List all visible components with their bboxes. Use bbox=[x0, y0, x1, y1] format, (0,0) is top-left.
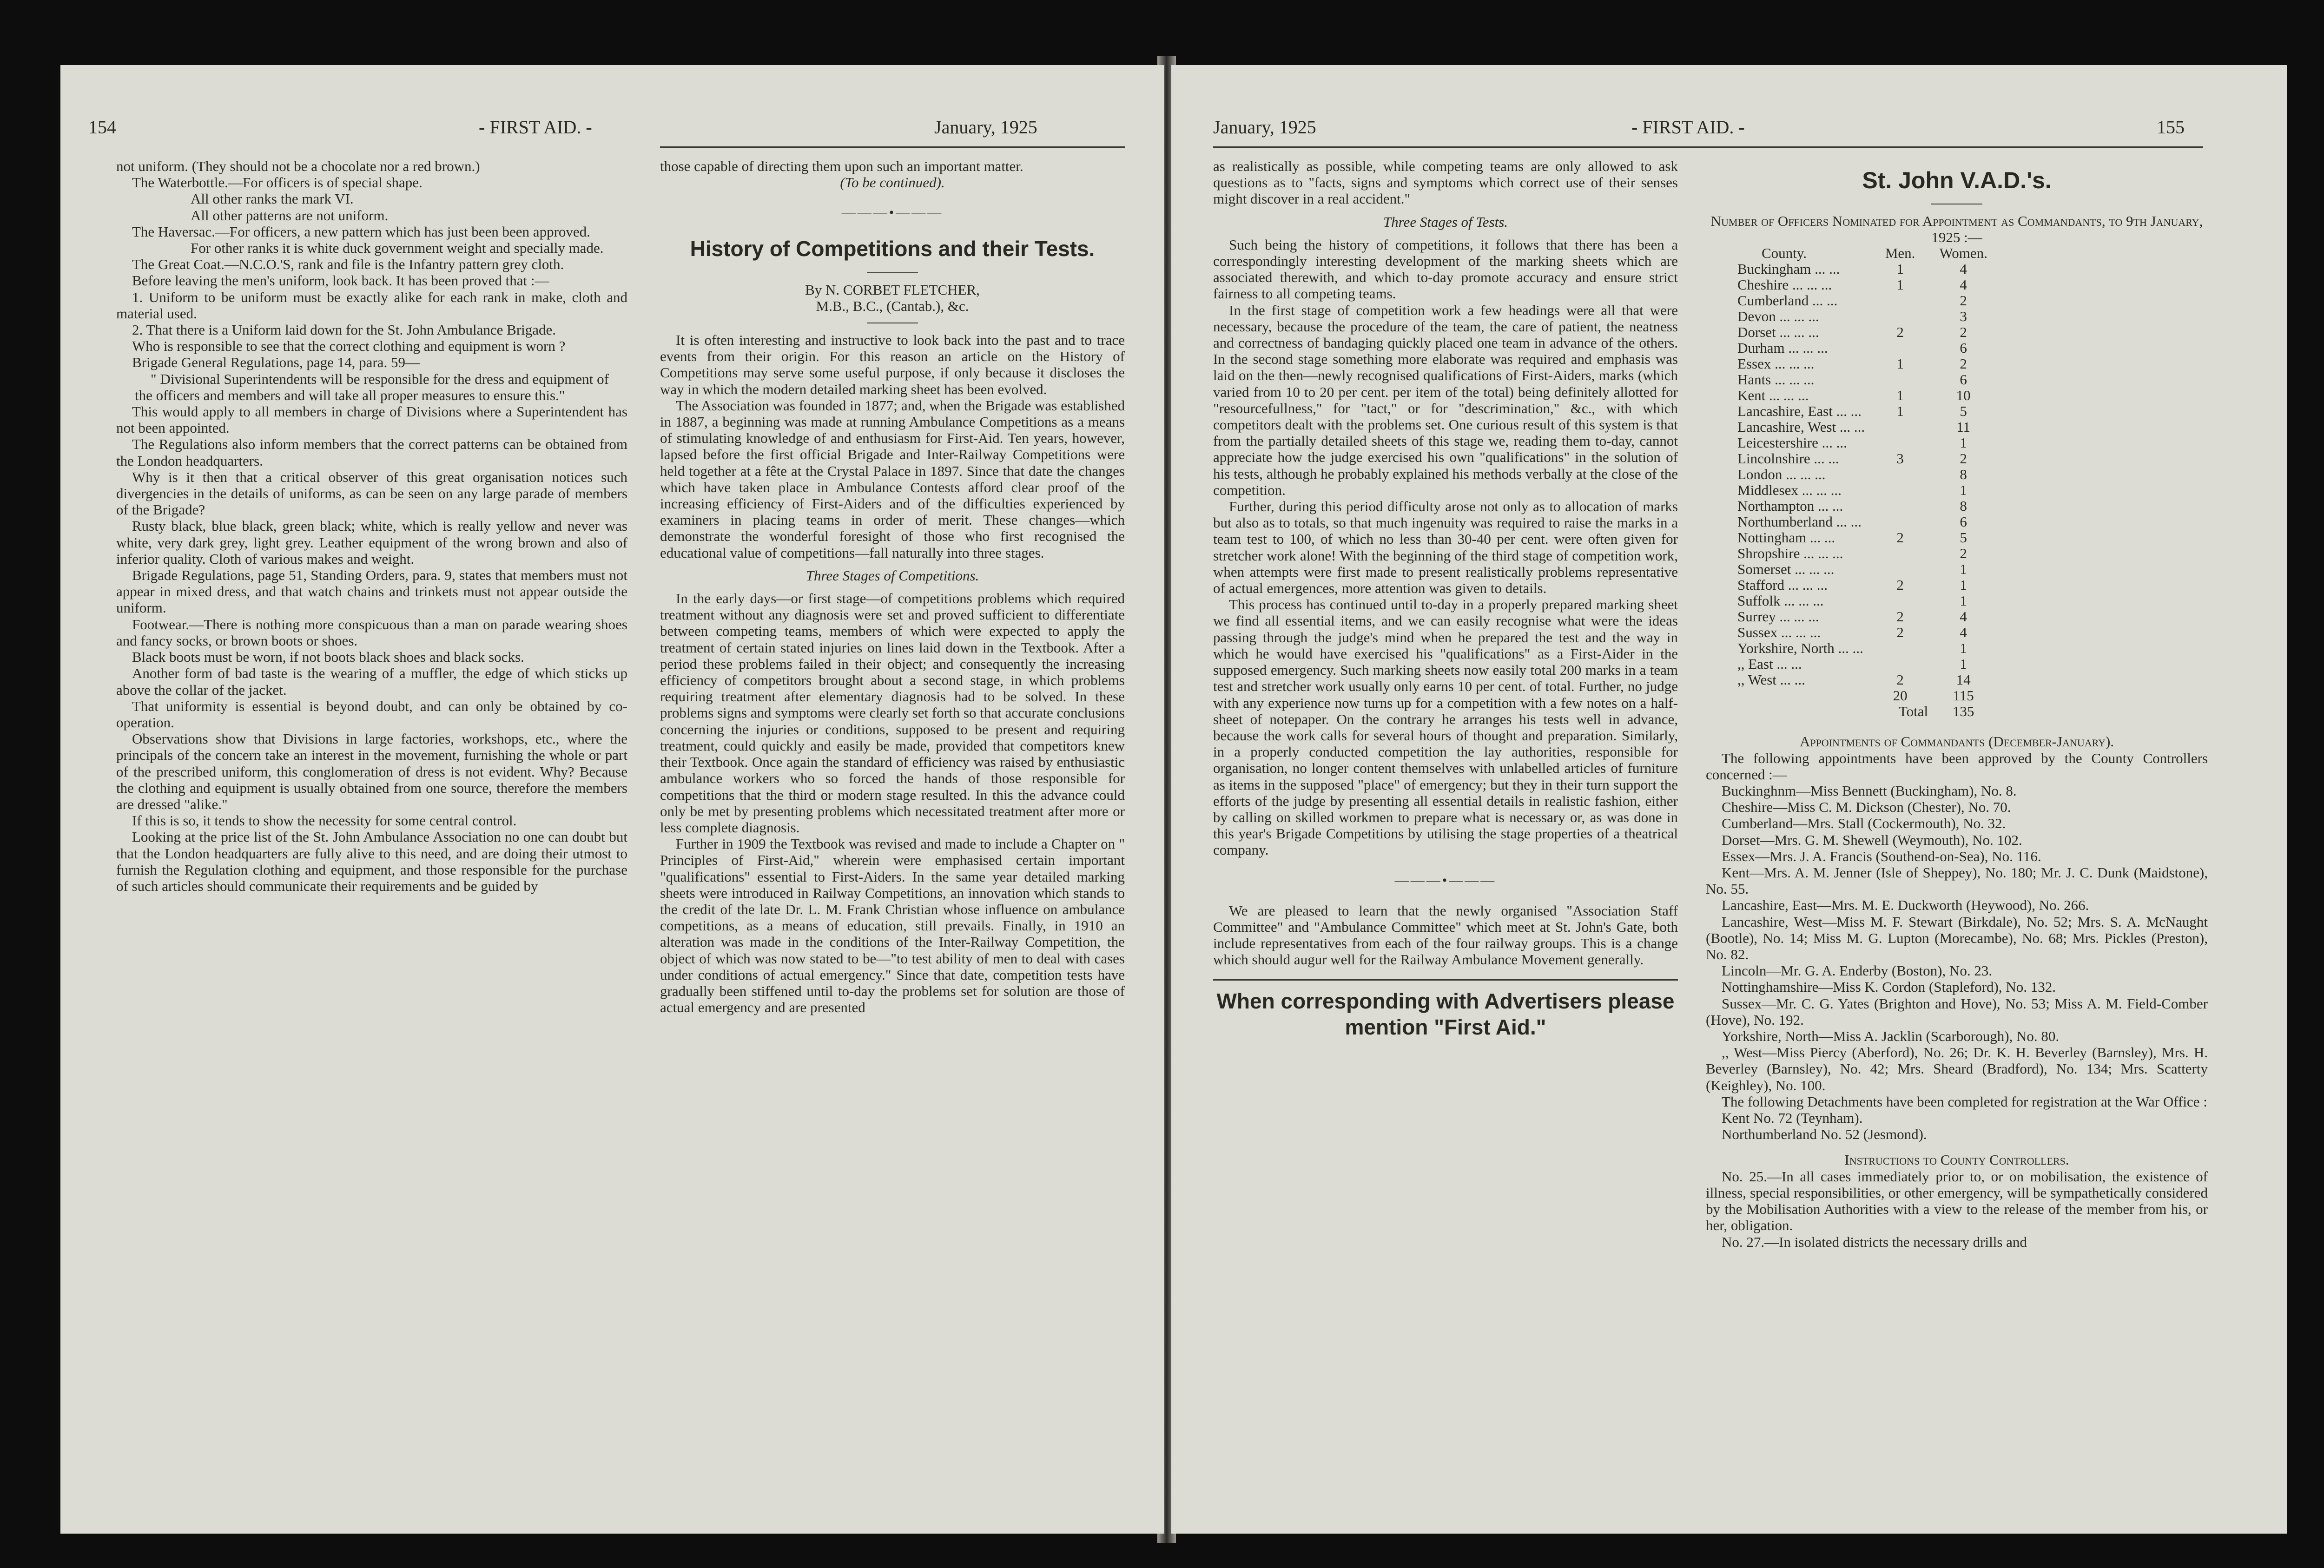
women-cell: 2 bbox=[1960, 324, 1967, 341]
instructions-heading: Instructions to County Controllers. bbox=[1844, 1152, 2069, 1168]
women-cell: 5 bbox=[1960, 529, 1967, 546]
county-cell: Kent ... ... ... bbox=[1737, 387, 1809, 404]
women-cell: 1 bbox=[1960, 593, 1967, 609]
header-rule bbox=[660, 146, 1125, 148]
table-row bbox=[1734, 482, 1995, 498]
page-number: 155 bbox=[2157, 117, 2185, 138]
appointment-entry: Lancashire, East—Mrs. M. E. Duckworth (Heywood), No. 266. bbox=[1722, 897, 2089, 914]
county-cell: London ... ... ... bbox=[1737, 466, 1826, 483]
women-cell: 11 bbox=[1956, 419, 1971, 435]
table-row bbox=[1734, 324, 1995, 340]
county-cell: Cumberland ... ... bbox=[1737, 292, 1838, 309]
appointment-entry: Kent—Mrs. A. M. Jenner (Isle of Sheppey), No. 180; Mr. J. C. Dunk (Maidstone), No. 55. bbox=[1706, 864, 2208, 897]
table-row bbox=[1734, 356, 1995, 372]
paragraph: Rusty black, blue black, green black; white, which is really yellow and never was white, very dark grey, light grey. Leather equipment of the wrong brown and also of inferior quality. Cloth of various makes and weight. bbox=[116, 518, 627, 567]
paragraph: This would apply to all members in charge of Divisions where a Superintendent has not been appointed. bbox=[116, 403, 627, 436]
appointment-entry: Cheshire—Miss C. M. Dickson (Chester), No. 70. bbox=[1722, 799, 2011, 816]
table-row bbox=[1734, 467, 1995, 482]
men-cell: 2 bbox=[1896, 529, 1904, 546]
county-cell bbox=[1734, 688, 1868, 704]
paragraph: Such being the history of competitions, it follows that there has been a correspondingly interesting development of the marking sheets which are associated therewith, and which to-day promote accuracy and ensure strict fairness to all competing teams. bbox=[1213, 236, 1678, 302]
paragraph: All other patterns are not uniform. bbox=[191, 207, 389, 224]
men-cell: 1 bbox=[1896, 387, 1904, 404]
paragraph: Looking at the price list of the St. John Ambulance Association no one can doubt but that the London headquarters are fully alive to this need, and are doing their utmost to furnish the Regulation clothing and equipment, and those responsible for the purchase of such articles should communicate their requirements and be guided by bbox=[116, 829, 627, 894]
county-cell: Somerset ... ... ... bbox=[1737, 561, 1835, 578]
paragraph: Observations show that Divisions in large factories, workshops, etc., where the principals of the concern take an interest in the movement, furnishing the whole or part of the prescribed uniform, this conglomeration of dress is not evident. Why? Because the clothing and equipment is usually obtained from one source, therefore the members are dressed "alike." bbox=[116, 731, 627, 812]
men-cell: 1 bbox=[1896, 277, 1904, 293]
appointments-list bbox=[1706, 750, 2208, 1143]
table-row bbox=[1734, 672, 1995, 688]
men-cell bbox=[1868, 561, 1932, 577]
appointment-entry: Yorkshire, North—Miss A. Jacklin (Scarborough), No. 80. bbox=[1722, 1028, 2060, 1045]
men-cell bbox=[1868, 482, 1932, 498]
county-cell: Lancashire, West ... ... bbox=[1737, 419, 1865, 435]
county-cell: Durham ... ... ... bbox=[1737, 340, 1828, 356]
women-cell: 6 bbox=[1960, 371, 1967, 388]
article-title: History of Competitions and their Tests. bbox=[690, 236, 1095, 261]
men-cell bbox=[1868, 514, 1932, 530]
appointment-entry: Essex—Mrs. J. A. Francis (Southend-on-Sea), No. 116. bbox=[1722, 848, 2041, 864]
paragraph: No. 27.—In isolated districts the necessary drills and bbox=[1722, 1233, 2027, 1250]
appointment-entry: The following appointments have been approved by the County Controllers concerned :— bbox=[1706, 750, 2208, 783]
women-cell: 6 bbox=[1960, 514, 1967, 530]
running-date: January, 1925 bbox=[934, 117, 1037, 138]
county-cell: Surrey ... ... ... bbox=[1737, 608, 1819, 625]
byline-credentials: M.B., B.C., (Cantab.), &c. bbox=[816, 297, 969, 314]
paragraph: The Regulations also inform members that the correct patterns can be obtained from the London headquarters. bbox=[116, 436, 627, 469]
paragraph: those capable of directing them upon such an important matter. bbox=[660, 158, 1023, 174]
table-header-row bbox=[1734, 245, 1995, 261]
paragraph: The Great Coat.—N.C.O.'S, rank and file is the Infantry pattern grey cloth. bbox=[132, 256, 564, 273]
men-cell: 3 bbox=[1896, 450, 1904, 467]
right-page bbox=[1171, 65, 2287, 1534]
appointment-entry: ,, West—Miss Piercy (Aberford), No. 26; Dr. K. H. Beverley (Barnsley), Mrs. H. Beverley (Barnsley), No. 42; Mrs. Sheard (Bradford), No. 134; Mrs. Scatterty (Keighley), No. 100. bbox=[1706, 1044, 2208, 1094]
paragraph: not uniform. (They should not be a chocolate nor a red brown.) bbox=[116, 158, 480, 174]
women-cell: 4 bbox=[1960, 261, 1967, 277]
table-row bbox=[1734, 403, 1995, 419]
appointments-heading: Appointments of Commandants (December-January). bbox=[1799, 733, 2114, 750]
county-cell: ,, West ... ... bbox=[1737, 672, 1805, 688]
women-cell: 4 bbox=[1960, 608, 1967, 625]
table-row bbox=[1734, 609, 1995, 625]
men-cell bbox=[1868, 419, 1932, 435]
men-cell bbox=[1868, 593, 1932, 609]
appointment-entry: Nottinghamshire—Miss K. Cordon (Stapleford), No. 132. bbox=[1722, 979, 2056, 995]
header-rule bbox=[1213, 146, 2203, 148]
county-cell: Middlesex ... ... ... bbox=[1737, 482, 1842, 499]
men-cell: 2 bbox=[1896, 608, 1904, 625]
men-cell: 2 bbox=[1896, 672, 1904, 688]
county-cell: Devon ... ... ... bbox=[1737, 308, 1819, 325]
appointment-entry: Lancashire, West—Miss M. F. Stewart (Birkdale), No. 52; Mrs. S. A. McNaught (Bootle), No. 14; Miss M. G. Lupton (Morecambe), No. 68; Mrs. Pickles (Preston), No. 82. bbox=[1706, 913, 2208, 963]
left-column-2 bbox=[660, 158, 1125, 1496]
table-row bbox=[1734, 435, 1995, 451]
paragraph: The Waterbottle.—For officers is of special shape. bbox=[132, 174, 423, 191]
men-cell: 1 bbox=[1896, 356, 1904, 372]
men-cell bbox=[1868, 293, 1932, 309]
table-row bbox=[1734, 656, 1995, 672]
table-row bbox=[1734, 577, 1995, 593]
men-cell: 2 bbox=[1896, 324, 1904, 341]
paragraph: Another form of bad taste is the wearing of a muffler, the edge of which sticks up above the collar of the jacket. bbox=[116, 665, 627, 698]
table-row bbox=[1734, 640, 1995, 656]
appointment-entry: Buckinghnm—Miss Bennett (Buckingham), No. 8. bbox=[1722, 783, 2017, 799]
table-row bbox=[1734, 514, 1995, 530]
paragraph: If this is so, it tends to show the necessity for some central control. bbox=[132, 812, 517, 829]
table-row bbox=[1734, 561, 1995, 577]
county-cell: Buckingham ... ... bbox=[1737, 261, 1840, 277]
running-date: January, 1925 bbox=[1213, 117, 1316, 138]
total-row bbox=[1734, 704, 1995, 719]
county-cell: Shropshire ... ... ... bbox=[1737, 545, 1843, 562]
women-cell: 1 bbox=[1960, 435, 1967, 451]
total-value: 135 bbox=[1952, 703, 1974, 720]
appointment-entry: Northumberland No. 52 (Jesmond). bbox=[1722, 1126, 1927, 1143]
men-cell: 1 bbox=[1896, 403, 1904, 420]
women-cell: 1 bbox=[1960, 656, 1967, 672]
men-cell bbox=[1868, 435, 1932, 451]
table-row bbox=[1734, 419, 1995, 435]
ornament-divider: ———•——— bbox=[1394, 872, 1497, 888]
paragraph: Further, during this period difficulty arose not only as to allocation of marks but also as to totals, so that much ingenuity was required to raise the marks in a team test to 100, of which no less than 30-40 per cent. were often given for stretcher work alone! With the beginning of the third stage of competition work, when attempts were first made to present realistically problems representative of actual emergences, more attention was given to details. bbox=[1213, 498, 1678, 597]
table-row bbox=[1734, 372, 1995, 388]
notice-paragraph: We are pleased to learn that the newly organised "Association Staff Committee" and "Ambulance Committee" which meet at St. John's Gate, both include representatives from each of the four railway groups. This is a change which should augur well for the Railway Ambulance Movement generally. bbox=[1213, 902, 1678, 968]
women-cell: 14 bbox=[1956, 672, 1971, 688]
table-row bbox=[1734, 530, 1995, 546]
men-cell: 1 bbox=[1896, 261, 1904, 277]
men-cell bbox=[1868, 372, 1932, 388]
table-row bbox=[1734, 451, 1995, 467]
men-cell bbox=[1868, 498, 1932, 514]
county-cell: Sussex ... ... ... bbox=[1737, 624, 1821, 641]
appointment-entry: Dorset—Mrs. G. M. Shewell (Weymouth), No. 102. bbox=[1722, 831, 2022, 848]
running-title: - FIRST AID. - bbox=[479, 117, 592, 138]
column-header: Women. bbox=[1939, 245, 1987, 262]
paragraph: No. 25.—In all cases immediately prior to, or on mobilisation, the existence of illness, special responsibilities, or other emergency, will be sympathetically considered by the Mobilisation Authorities with a view to the release of the member from his, or her, obligation. bbox=[1706, 1168, 2208, 1234]
paragraph: For other ranks it is white duck government weight and specially made. bbox=[191, 240, 604, 257]
women-cell: 6 bbox=[1960, 340, 1967, 356]
vad-intro: Number of Officers Nominated for Appointment as Commandants, to 9th January, 1925 :— bbox=[1710, 213, 2203, 246]
paragraph: Brigade General Regulations, page 14, para. 59— bbox=[132, 354, 420, 371]
vad-title: St. John V.A.D.'s. bbox=[1862, 167, 2052, 193]
table-row bbox=[1734, 277, 1995, 293]
men-cell: 2 bbox=[1896, 624, 1904, 641]
running-title: - FIRST AID. - bbox=[1631, 117, 1745, 138]
paragraph: That uniformity is essential is beyond doubt, and can only be obtained by co-operation. bbox=[116, 698, 627, 731]
paragraph: Why is it then that a critical observer of this great organisation notices such divergencies in the details of uniforms, as can be seen on any large parade of members of the Brigade? bbox=[116, 468, 627, 518]
appointment-entry: Sussex—Mr. C. G. Yates (Brighton and Hove), No. 53; Miss A. M. Field-Comber (Hove), No. 192. bbox=[1706, 995, 2208, 1028]
county-cell: ,, East ... ... bbox=[1737, 656, 1802, 672]
table-row bbox=[1734, 546, 1995, 561]
county-cell: Yorkshire, North ... ... bbox=[1737, 640, 1863, 657]
paragraph: Who is responsible to see that the correct clothing and equipment is worn ? bbox=[132, 338, 566, 355]
paragraph: It is often interesting and instructive to look back into the past and to trace events from their origin. For this reason an article on the History of Competitions may serve some useful purpose, if only because it discloses the way in which the modern detailed marking sheet has been evolved. bbox=[660, 332, 1125, 397]
county-cell: Lancashire, East ... ... bbox=[1737, 403, 1862, 420]
paragraph: 1. Uniform to be uniform must be exactly alike for each rank in make, cloth and material used. bbox=[116, 289, 627, 322]
paragraph: In the early days—or first stage—of competitions problems which required treatment without any diagnosis were set and proved sufficient to differentiate between competing teams, members of which were expected to apply the treatment of certain stated injuries on lines laid down in the Textbook. After a period these problems failed in their object; and consequently the increasing efficiency of competitors brought about a second stage, in which problems requiring treatment after elementary diagnosis had to be solved. In these problems signs and symptoms were clearly set forth so that accurate conclusions concerning the injuries or conditions, supposed to be present and requiring treatment, could quickly and easily be made, provided that competitors knew their Textbook. Once again the standard of efficiency was raised by enthusiastic ambulance workers who so forced the hands of those responsible for competitions that the third or modern stage resulted. In this the advance could only be met by presenting problems which necessitated treatment after more or less complete diagnosis. bbox=[660, 590, 1125, 836]
county-cell: Leicestershire ... ... bbox=[1737, 435, 1847, 451]
column-header: Men. bbox=[1885, 245, 1915, 262]
county-cell: Northampton ... ... bbox=[1737, 498, 1843, 514]
paragraph: Footwear.—There is nothing more conspicuous than a man on parade wearing shoes and fancy socks, or brown boots or shoes. bbox=[116, 616, 627, 649]
women-cell: 4 bbox=[1960, 277, 1967, 293]
women-cell: 1 bbox=[1960, 482, 1967, 499]
total-label: Total bbox=[1898, 703, 1928, 720]
left-page bbox=[60, 65, 1164, 1534]
men-cell bbox=[1868, 467, 1932, 482]
continued-note: (To be continued). bbox=[840, 174, 945, 191]
men-cell: 2 bbox=[1896, 577, 1904, 593]
county-cell: Essex ... ... ... bbox=[1737, 356, 1815, 372]
women-cell: 2 bbox=[1960, 356, 1967, 372]
right-column-2 bbox=[1706, 158, 2208, 1496]
paragraph: The Haversac.—For officers, a new pattern which has just been been approved. bbox=[132, 223, 590, 240]
women-cell: 8 bbox=[1960, 466, 1967, 483]
table-row bbox=[1734, 593, 1995, 609]
women-cell: 10 bbox=[1956, 387, 1971, 404]
paragraph: The Association was founded in 1877; and, when the Brigade was established in 1887, a beginning was made at running Ambulance Competitions as a means of stimulating knowledge of and enthusiasm for First-Aid. Ten years, however, lapsed before the first official Brigade and Inter-Railway Competitions were held together at a fête at the Crystal Palace in 1897. Since that date the changes which have taken place in Ambulance Contests afford clear proof of the increasing efficiency of First-Aiders and of the difficulties experienced by examiners in placing teams in order of merit. These changes—which demonstrate the wonderful foresight of those who first recognised the educational value of competitions—fall naturally into three stages. bbox=[660, 397, 1125, 561]
short-rule bbox=[867, 272, 918, 273]
table-row bbox=[1734, 340, 1995, 356]
women-cell: 1 bbox=[1960, 577, 1967, 593]
table-row bbox=[1734, 388, 1995, 403]
men-cell bbox=[1868, 309, 1932, 324]
vad-table bbox=[1734, 245, 1995, 719]
men-cell bbox=[1868, 340, 1932, 356]
appointment-entry: Lincoln—Mr. G. A. Enderby (Boston), No. 23. bbox=[1722, 962, 1993, 979]
appointment-entry: Cumberland—Mrs. Stall (Cockermouth), No. 32. bbox=[1722, 815, 2006, 832]
women-cell: 8 bbox=[1960, 498, 1967, 514]
county-cell: Northumberland ... ... bbox=[1737, 514, 1862, 530]
county-cell: Cheshire ... ... ... bbox=[1737, 277, 1832, 293]
men-cell bbox=[1868, 656, 1932, 672]
appointment-entry: The following Detachments have been completed for registration at the War Office : bbox=[1722, 1093, 2207, 1110]
subheading: Three Stages of Competitions. bbox=[805, 567, 979, 584]
men-cell bbox=[1868, 640, 1932, 656]
county-cell: Stafford ... ... ... bbox=[1737, 577, 1828, 593]
table-row bbox=[1734, 309, 1995, 324]
left-column-1 bbox=[116, 158, 627, 1496]
subtotal-row bbox=[1734, 688, 1995, 704]
paragraph: Brigade Regulations, page 51, Standing Orders, para. 9, states that members must not appear in mixed dress, and that watch chains and trinkets must not appear outside the uniform. bbox=[116, 567, 627, 616]
county-cell: Nottingham ... ... bbox=[1737, 529, 1835, 546]
women-cell: 1 bbox=[1960, 640, 1967, 657]
county-cell: Suffolk ... ... ... bbox=[1737, 593, 1824, 609]
byline: By N. CORBET FLETCHER, bbox=[805, 281, 980, 298]
women-cell: 2 bbox=[1960, 292, 1967, 309]
ornament-divider: ———•——— bbox=[841, 205, 944, 221]
table-row bbox=[1734, 261, 1995, 277]
paragraph: This process has continued until to-day in a properly prepared marking sheet we find all essential items, and we can easily recognise what were the ideas passing through the judge's mind when he prepared the test and the way in which he would have exercised his "qualifications" as a First-Aider in the supposed emergency. Such marking sheets now easily total 200 marks in a team test and stretcher work usually only earns 10 per cent. of total. Further, no judge with any experience now turns up for a competition with a few notes on a half-sheet of notepaper. On the contrary he arranges his tests well in advance, because the work calls for several hours of thought and preparation. Similarly, in a properly conducted competition the lay authorities, responsible for organisation, no longer content themselves with unlabelled articles of furniture as items in the supposed "place" of emergency; but they in their turn support the efforts of the judge by presenting all essential details in realistic fashion, either by calling on skilled workmen to prepare what is necessary or, as was done in this year's Brigade Competitions by utilising the stage properties of a theatrical company. bbox=[1213, 596, 1678, 858]
table-row bbox=[1734, 293, 1995, 309]
right-column-1 bbox=[1213, 158, 1678, 1496]
advert-notice: When corresponding with Advertisers please mention "First Aid." bbox=[1213, 979, 1678, 1040]
paragraph: Further in 1909 the Textbook was revised and made to include a Chapter on " Principles of First-Aid," wherein were emphasised certain important "qualifications" essential to First-Aiders. In the same year detailed marking sheets were introduced in Railway Competitions, an innovation which stands to the credit of the late Dr. L. M. Frank Christian whose influence on ambulance competitions, as a means of education, still prevails. Finally, in 1910 an alteration was made in the conditions of the Inter-Railway Competition, the object of which was now stated to be—"to test ability of men to deal with cases under conditions of actual emergency." Since that date, competition tests have gradually been stiffened until to-day the problems set for solution are those of actual emergency and are presented bbox=[660, 836, 1125, 1016]
women-cell: 2 bbox=[1960, 545, 1967, 562]
appointment-entry: Kent No. 72 (Teynham). bbox=[1722, 1110, 1863, 1127]
men-cell bbox=[1868, 546, 1932, 561]
table-row bbox=[1734, 498, 1995, 514]
county-cell: Dorset ... ... ... bbox=[1737, 324, 1819, 341]
page-number: 154 bbox=[88, 117, 116, 138]
county-cell: Hants ... ... ... bbox=[1737, 371, 1815, 388]
women-cell: 1 bbox=[1960, 561, 1967, 578]
quotation: " Divisional Superintendents will be responsible for the dress and equipment of the officers and members and will take all proper measures to ensure this." bbox=[135, 370, 609, 403]
women-cell: 3 bbox=[1960, 308, 1967, 325]
subheading: Three Stages of Tests. bbox=[1383, 213, 1508, 230]
county-cell: Lincolnshire ... ... bbox=[1737, 450, 1839, 467]
paragraph: In the first stage of competition work a few headings were all that were necessary, because the procedure of the team, the care of patient, the neatness and correctness of bandaging quickly placed one team in advance of the others. In the second stage something more elaborate was required and emphasis was laid on the then—newly recognised qualifications of First-Aiders, marks (which varied from 10 to 20 per cent. per item of the total) being definitely allotted for "resourcefullness," for "tact," or for "descrimination," &c., with which competitors dealt with the problems set. One curious result of this system is that from the partially detailed sheets of this stage we, reading them to-day, cannot appreciate how the judge exercised his own "qualifications" in the solution of his tests, although he probably explained his methods verbally at the close of the competition. bbox=[1213, 302, 1678, 498]
women-cell: 115 bbox=[1953, 687, 1974, 704]
women-cell: 4 bbox=[1960, 624, 1967, 641]
paragraph: as realistically as possible, while competing teams are only allowed to ask questions as to "facts, signs and symptoms which correct use of their senses might discover in a real accident." bbox=[1213, 158, 1678, 207]
paragraph: All other ranks the mark VI. bbox=[191, 191, 354, 207]
table-row bbox=[1734, 625, 1995, 640]
paragraph: Before leaving the men's uniform, look back. It has been proved that :— bbox=[132, 272, 549, 289]
column-header: County. bbox=[1762, 245, 1807, 262]
men-cell: 20 bbox=[1893, 687, 1908, 704]
women-cell: 2 bbox=[1960, 450, 1967, 467]
paragraph: 2. That there is a Uniform laid down for the St. John Ambulance Brigade. bbox=[132, 322, 556, 338]
women-cell: 5 bbox=[1960, 403, 1967, 420]
paragraph: Black boots must be worn, if not boots black shoes and black socks. bbox=[132, 649, 524, 665]
